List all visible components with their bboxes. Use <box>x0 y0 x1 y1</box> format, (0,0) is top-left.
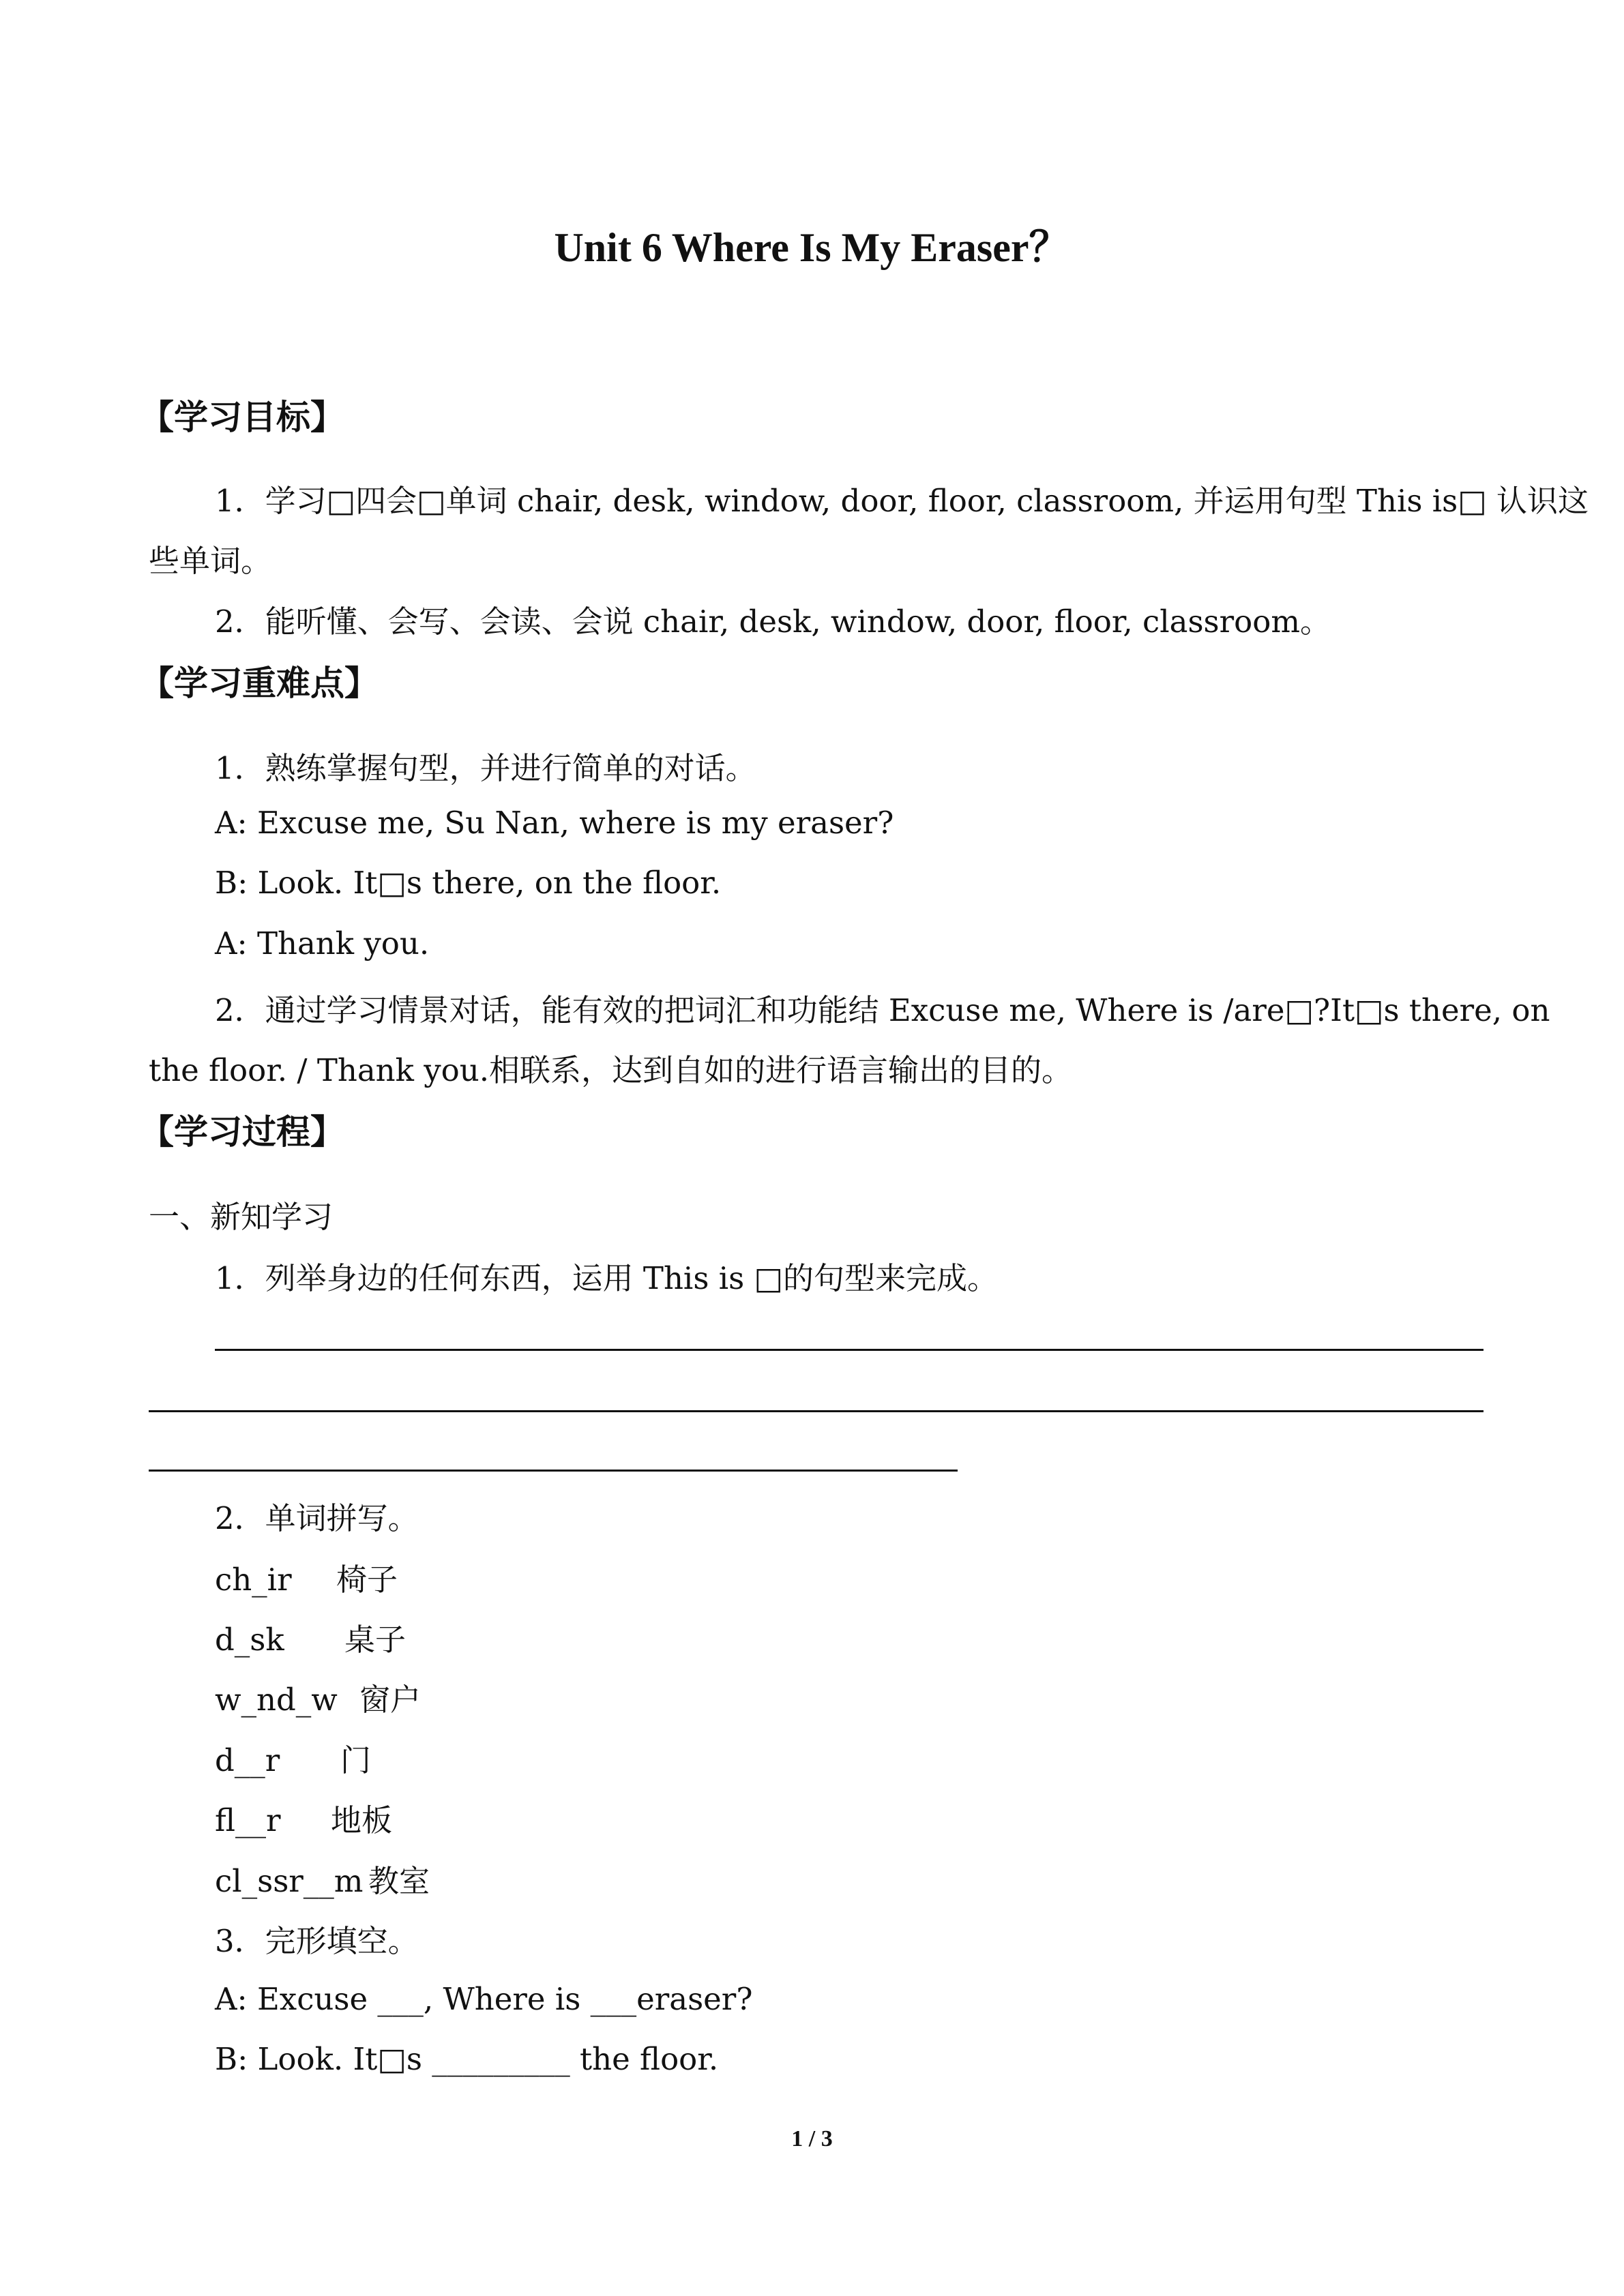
page-title: Unit 6 Where Is My Eraser？ <box>554 225 1070 270</box>
vocab-meaning: 桌子 <box>344 1622 407 1658</box>
dialog-line: A: Excuse me, Su Nan, where is my eraser? <box>215 805 894 841</box>
task-3: 3．完形填空。 <box>215 1923 419 1959</box>
goal-item-1-line-2: 些单词。 <box>149 543 272 579</box>
vocab-word: cl_ssr__m <box>215 1863 364 1899</box>
answer-line[interactable] <box>149 1470 958 1472</box>
goal-item-1-line-1: 1．学习□四会□单词 chair, desk, window, door, floor, classroom, 并运用句型 This is□ 认识这 <box>215 483 1589 519</box>
cloze-line: B: Look. It□s _________ the floor. <box>215 2041 719 2077</box>
vocab-word: d__r <box>215 1742 280 1778</box>
task-2: 2．单词拼写。 <box>215 1500 419 1536</box>
section-heading-goals: 【学习目标】 <box>140 398 344 437</box>
key-item-2-line-2: the floor. / Thank you.相联系，达到自如的进行语言输出的目的。 <box>149 1052 1073 1088</box>
vocab-item <box>215 1735 371 1780</box>
page-number: 1 / 3 <box>791 2126 833 2151</box>
vocab-item <box>215 1615 406 1659</box>
cloze-line: A: Excuse ___, Where is ___eraser? <box>215 1981 753 2017</box>
vocab-item <box>215 1555 398 1599</box>
dialog-line: A: Thank you. <box>215 925 430 961</box>
vocab-word: ch_ir <box>215 1562 292 1598</box>
vocab-item <box>215 1675 421 1719</box>
answer-line[interactable] <box>149 1410 1483 1412</box>
dialog-line: B: Look. It□s there, on the floor. <box>215 865 722 901</box>
vocab-word: fl__r <box>215 1802 281 1838</box>
part-1-label: 一、新知学习 <box>149 1199 334 1235</box>
vocab-meaning: 窗户 <box>359 1682 422 1718</box>
section-heading-process: 【学习过程】 <box>140 1112 344 1152</box>
vocab-word: w_nd_w <box>215 1682 338 1718</box>
vocab-item <box>215 1795 392 1840</box>
key-item-1: 1．熟练掌握句型，并进行简单的对话。 <box>215 750 756 786</box>
goal-item-2: 2．能听懂、会写、会读、会说 chair, desk, window, door, floor, classroom。 <box>215 603 1331 640</box>
vocab-meaning: 椅子 <box>336 1562 398 1598</box>
section-heading-key-points: 【学习重难点】 <box>140 664 379 703</box>
task-1: 1．列举身边的任何东西，运用 This is □的句型来完成。 <box>215 1260 999 1296</box>
vocab-meaning: 地板 <box>331 1802 393 1838</box>
vocab-meaning: 门 <box>340 1742 372 1778</box>
vocab-item <box>215 1856 430 1900</box>
vocab-meaning: 教室 <box>368 1863 430 1899</box>
key-item-2-line-1: 2．通过学习情景对话，能有效的把词汇和功能结 Excuse me, Where is /are□?It□s there, on <box>215 992 1550 1028</box>
answer-line[interactable] <box>215 1349 1483 1351</box>
vocab-word: d_sk <box>215 1622 284 1658</box>
